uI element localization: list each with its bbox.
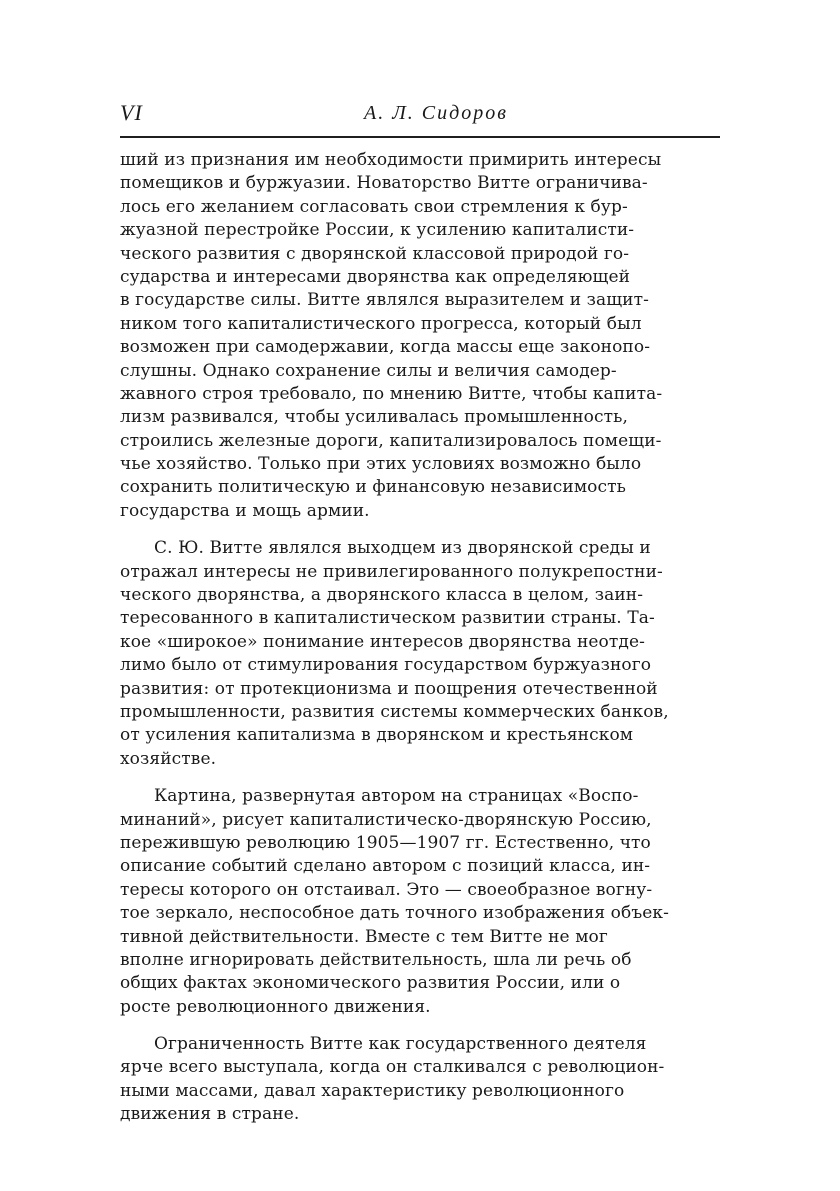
body-text [120, 149, 720, 1141]
text-line: движения в стране. [120, 1104, 300, 1125]
text-line: тересованного в капиталистическом развитии страны. Та- [120, 608, 655, 629]
text-line: от усиления капитализма в дворянском и крестьянском [120, 725, 634, 746]
text-line: тивной действительности. Вместе с тем Витте не мог [120, 926, 608, 947]
text-line: сударства и интересами дворянства как определяющей [120, 266, 631, 287]
text-line: государства и мощь армии. [120, 500, 370, 521]
running-title: А. Л. Сидоров [364, 102, 508, 124]
paragraph [120, 149, 720, 523]
page-number: VI [120, 100, 143, 125]
text-line: слушны. Однако сохранение силы и величия самодер- [120, 360, 617, 381]
text-line: в государстве силы. Витте являлся выразителем и защит- [120, 290, 649, 311]
text-line: Ограниченность Витте как государственного деятеля [154, 1034, 647, 1055]
paragraph [120, 1033, 720, 1127]
running-head [120, 100, 720, 134]
text-line: отражал интересы не привилегированного полукрепостни- [120, 561, 663, 582]
text-line: чье хозяйство. Только при этих условиях возможно было [120, 454, 642, 475]
text-line: тересы которого он отстаивал. Это — своеобразное вогну- [120, 879, 653, 900]
text-line: помещиков и буржуазии. Новаторство Витте ограничива- [120, 173, 648, 194]
paragraph [120, 537, 720, 771]
text-line: развития: от протекционизма и поощрения отечественной [120, 678, 658, 699]
text-line: жуазной перестройке России, к усилению капиталисти- [120, 220, 635, 241]
text-line: промышленности, развития системы коммерческих банков, [120, 701, 669, 722]
text-line: жавного строя требовало, по мнению Витте, чтобы капита- [120, 383, 663, 404]
text-line: Картина, развернутая автором на страницах «Воспо- [154, 786, 639, 807]
text-line: С. Ю. Витте являлся выходцем из дворянской среды и [154, 538, 651, 559]
text-line: ческого развития с дворянской классовой природой го- [120, 243, 630, 264]
text-line: ными массами, давал характеристику революционного [120, 1080, 625, 1101]
text-line: строились железные дороги, капитализировалось помещи- [120, 430, 662, 451]
text-line: описание событий сделано автором с позиций класса, ин- [120, 856, 651, 877]
text-line: кое «широкое» понимание интересов дворянства неотде- [120, 631, 645, 652]
text-line: ником того капиталистического прогресса, который был [120, 313, 642, 334]
header-rule [120, 136, 720, 138]
text-line: минаний», рисует капиталистическо-дворянскую Россию, [120, 809, 652, 830]
text-line: лимо было от стимулирования государством буржуазного [120, 655, 652, 676]
text-line: ческого дворянства, а дворянского класса в целом, заин- [120, 585, 644, 606]
text-line: вполне игнорировать действительность, шла ли речь об [120, 949, 632, 970]
paragraph [120, 785, 720, 1019]
text-line: росте революционного движения. [120, 996, 431, 1017]
text-line: сохранить политическую и финансовую независимость [120, 477, 626, 498]
text-line: пережившую революцию 1905—1907 гг. Естественно, что [120, 832, 651, 853]
text-line: тое зеркало, неспособное дать точного изображения объек- [120, 903, 669, 924]
text-line: ярче всего выступала, когда он сталкивался с революцион- [120, 1057, 665, 1078]
text-line: лизм развивался, чтобы усиливалась промышленность, [120, 407, 628, 428]
text-line: возможен при самодержавии, когда массы еще законопо- [120, 337, 651, 358]
text-line: ший из признания им необходимости примирить интересы [120, 150, 662, 170]
text-line: лось его желанием согласовать свои стремления к бур- [120, 196, 628, 217]
text-line: хозяйстве. [120, 748, 217, 769]
text-line: общих фактах экономического развития России, или о [120, 973, 621, 994]
